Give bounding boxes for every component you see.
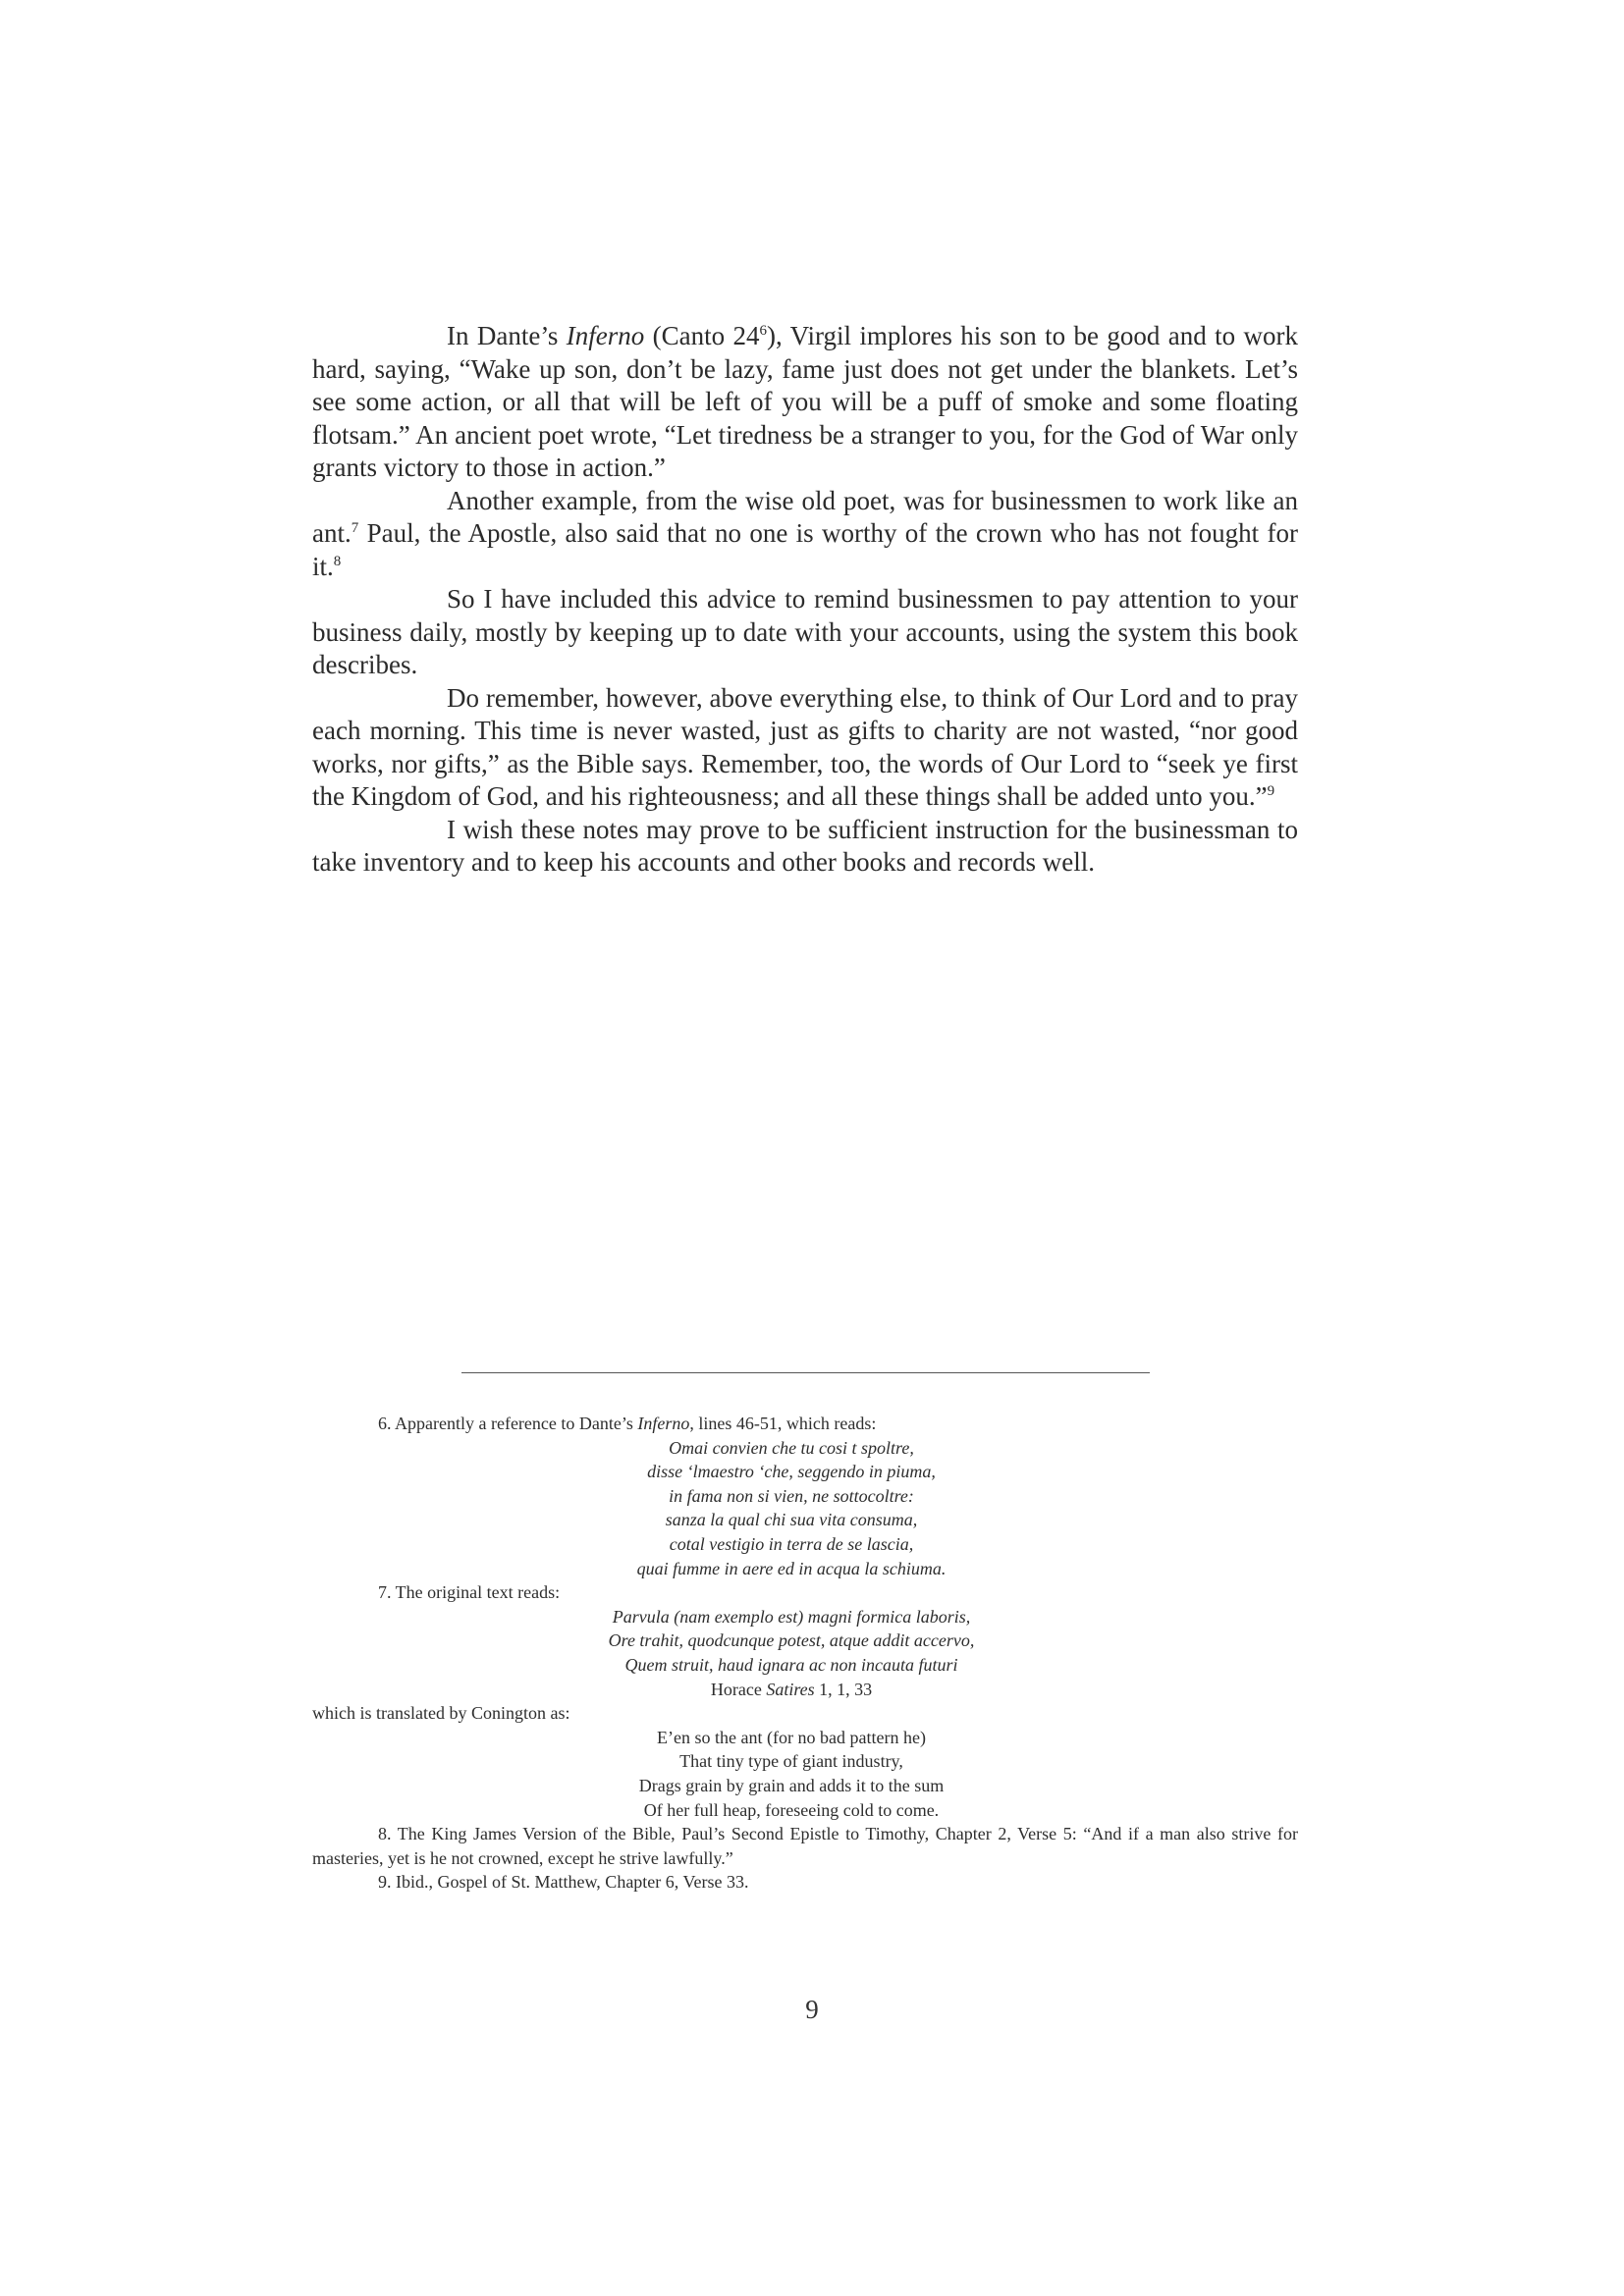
fn6-text-a: 6. Apparently a reference to Dante’s [378, 1414, 638, 1433]
page-number: 9 [805, 1995, 819, 2024]
fn6-text-b: , lines 46-51, which reads: [689, 1414, 877, 1433]
source-author: Horace [710, 1679, 767, 1699]
main-text [312, 320, 1298, 880]
verse-line: Omai convien che tu cosi t spoltre, [669, 1437, 914, 1458]
paragraph-5: I wish these notes may prove to be sufficient instruction for the businessman to take inventory and to keep his accounts and other books and records well. [312, 814, 1298, 877]
p1-title-inferno: Inferno [566, 321, 645, 350]
verse-line: Of her full heap, foreseeing cold to come. [643, 1799, 940, 1820]
p4-text: Do remember, however, above everything else, to think of Our Lord and to pray each morning. This time is never wasted, just as gifts to charity are not wasted, “nor good works, nor gifts,” as the Bible says. Remember, too, the words of Our Lord to “seek ye first the Kingdom of God, and his righteousness; and all these things shall be added unto you.” [312, 682, 1298, 811]
verse-line: Drags grain by grain and adds it to the sum [638, 1775, 945, 1795]
footnote-ref-6: 6 [759, 323, 767, 339]
footnote-ref-9: 9 [1267, 783, 1275, 799]
footnote-7-intro: 7. The original text reads: [378, 1582, 561, 1603]
footnote-divider [461, 1372, 1150, 1373]
verse-line: disse ‘lmaestro ‘che, seggendo in piuma, [647, 1462, 936, 1482]
verse-line: cotal vestigio in terra de se lascia, [669, 1533, 914, 1554]
p1-text-b: (Canto 24 [644, 321, 760, 350]
footnote-6-intro [312, 1412, 1298, 1436]
fn6-title-inferno: Inferno [637, 1414, 690, 1433]
verse-line: E’en so the ant (for no bad pattern he) [657, 1727, 926, 1747]
paragraph-1 [312, 320, 1298, 485]
footnote-7-translated: which is translated by Conington as: [312, 1703, 570, 1724]
footnote-7-source [404, 1678, 1179, 1702]
source-title: Satires [766, 1679, 815, 1699]
footnote-ref-7: 7 [351, 520, 359, 536]
paragraph-3: So I have included this advice to remind businessmen to pay attention to your business daily, mostly by keeping up to date with your accounts, using the system this book describes. [312, 584, 1298, 679]
verse-line: That tiny type of giant industry, [679, 1751, 903, 1772]
footnote-ref-8: 8 [333, 553, 342, 569]
verse-line: Ore trahit, quodcunque potest, atque addit accervo, [608, 1630, 975, 1651]
verse-line: Parvula (nam exemplo est) magni formica laboris, [612, 1606, 971, 1627]
paragraph-4 [312, 682, 1298, 814]
verse-line: Quem struit, haud ignara ac non incauta futuri [624, 1654, 958, 1675]
verse-line: quai fumme in aere ed in acqua la schiuma. [636, 1558, 947, 1578]
verse-line: in fama non si vien, ne sottocoltre: [669, 1485, 914, 1506]
footnote-9: 9. Ibid., Gospel of St. Matthew, Chapter 6, Verse 33. [378, 1872, 749, 1893]
p2-text-a: Another example, from the wise old poet, was for businessmen to work like an ant. [312, 485, 1298, 548]
footnote-7-verse [404, 1605, 1179, 1678]
source-ref: 1, 1, 33 [814, 1679, 873, 1699]
footnote-8: 8. The King James Version of the Bible, Paul’s Second Epistle to Timothy, Chapter 2, Verse 5: “And if a man also strive for masteries, yet is he not crowned, except he strive lawfully.” [312, 1824, 1298, 1868]
p1-text-a: In Dante’s [447, 321, 567, 350]
paragraph-2 [312, 485, 1298, 584]
p2-text-b: Paul, the Apostle, also said that no one is worthy of the crown who has not fought for it. [312, 518, 1298, 581]
p1-text-c: ), Virgil implores his son to be good and to work hard, saying, “Wake up son, don’t be lazy, fame just does not get under the blankets. Let’s see some action, or all that will be left of you will be a puff of smoke and some floating flotsam.” An ancient poet wrote, “Let tiredness be a stranger to you, for the God of War only grants victory to those in action.” [312, 321, 1298, 482]
footnote-6-verse [404, 1436, 1179, 1581]
footnotes [312, 1412, 1298, 1895]
verse-line: sanza la qual chi sua vita consuma, [665, 1510, 918, 1530]
footnote-7-translation [404, 1726, 1179, 1822]
